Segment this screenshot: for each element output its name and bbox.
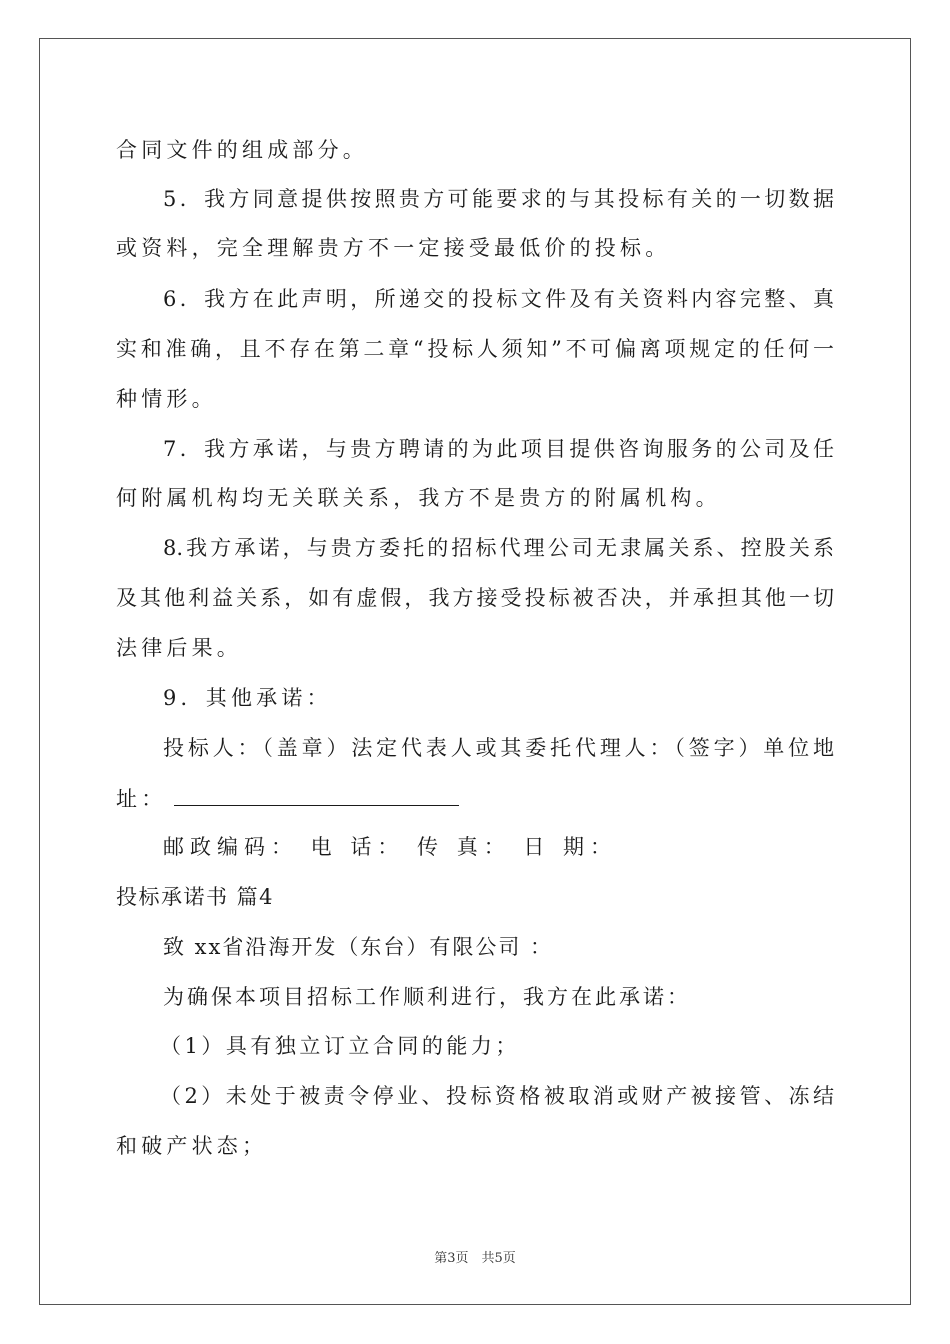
paragraph-line: 为确保本项目招标工作顺利进行，我方在此承诺： (163, 985, 691, 1009)
paragraph-line: 及其他利益关系，如有虚假，我方接受投标被否决，并承担其他一切 (116, 586, 834, 610)
paragraph-line: 8.我方承诺，与贵方委托的招标代理公司无隶属关系、控股关系 (163, 536, 834, 560)
page-footer: 第3页 共5页 (434, 1251, 516, 1266)
list-item-continuation: 和破产状态； (116, 1134, 268, 1158)
paragraph-line: 7．我方承诺，与贵方聘请的为此项目提供咨询服务的公司及任 (163, 437, 834, 461)
paragraph-line: 实和准确，且不存在第二章“投标人须知”不可偏离项规定的任何一 (116, 337, 834, 361)
page-border (39, 38, 911, 1305)
addressee-line: 致 xx省沿海开发（东台）有限公司 ： (163, 935, 554, 959)
list-item: （1）具有独立订立合同的能力； (160, 1034, 520, 1058)
address-label: 址： (116, 787, 167, 811)
paragraph-line: 9．其他承诺： (163, 686, 332, 710)
list-item: （2）未处于被责令停业、投标资格被取消或财产被接管、冻结 (160, 1084, 834, 1108)
address-blank (174, 783, 459, 806)
paragraph-line: 法律后果。 (116, 636, 242, 660)
paragraph-line: 何附属机构均无关联关系，我方不是贵方的附属机构。 (116, 486, 721, 510)
paragraph-line: 或资料，完全理解贵方不一定接受最低价的投标。 (116, 236, 671, 260)
paragraph-line: 投标人：（盖章）法定代表人或其委托代理人：（签字）单位地 (163, 736, 834, 760)
paragraph-line: 合同文件的组成部分。 (116, 138, 368, 162)
paragraph-line: 种情形。 (116, 387, 217, 411)
paragraph-line: 5．我方同意提供按照贵方可能要求的与其投标有关的一切数据 (163, 187, 834, 211)
section-heading: 投标承诺书 篇4 (116, 885, 275, 909)
address-line (116, 783, 459, 814)
paragraph-line: 6．我方在此声明，所递交的投标文件及有关资料内容完整、真 (163, 287, 834, 311)
contact-line: 邮政编码： 电 话： 传 真： 日 期： (163, 835, 618, 859)
